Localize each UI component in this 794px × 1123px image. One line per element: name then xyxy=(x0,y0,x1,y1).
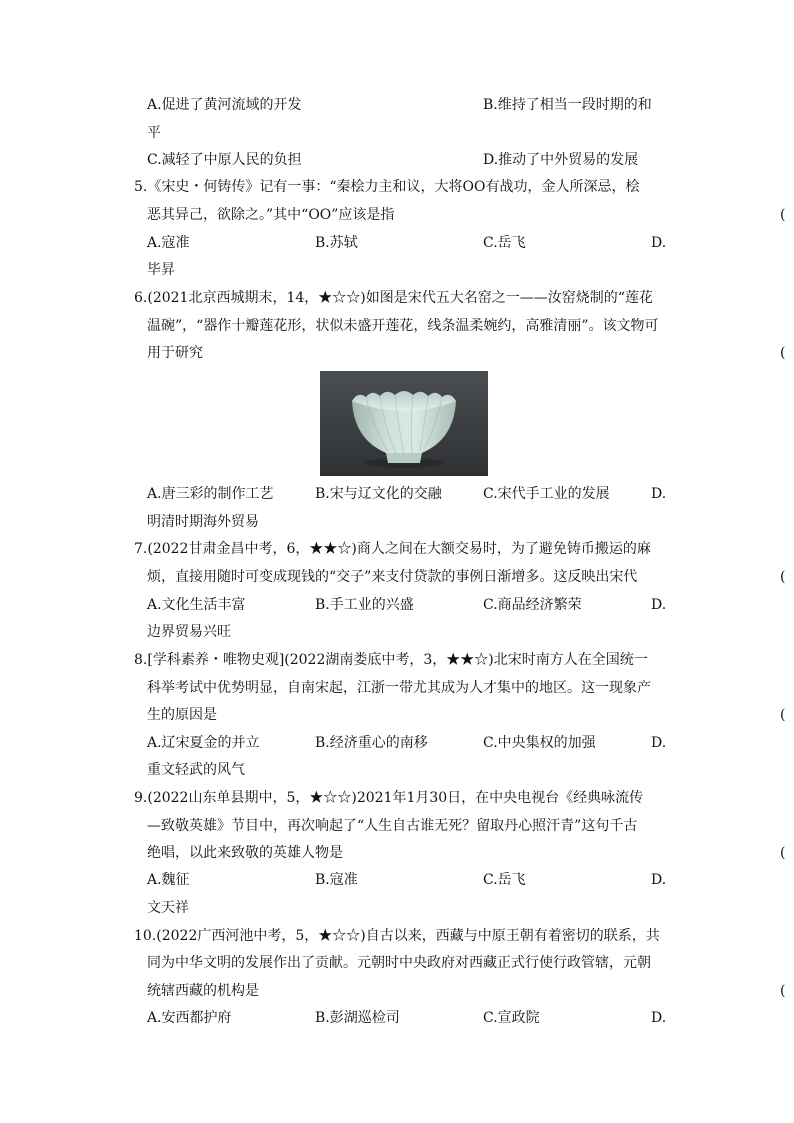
q6-option-d-cont: 明清时期海外贸易 xyxy=(147,514,259,530)
q4-option-b: B.维持了相当一段时期的和 xyxy=(483,97,652,113)
q9-option-b: B.寇准 xyxy=(315,872,358,888)
q10-answer-paren: ( xyxy=(780,983,786,999)
q7-answer-paren: ( xyxy=(780,569,786,585)
lotus-bowl-photo xyxy=(320,371,488,476)
q7-option-d-cont: 边界贸易兴旺 xyxy=(147,624,231,640)
q9-option-a: A.魏征 xyxy=(147,872,190,888)
q4-option-d: D.推动了中外贸易的发展 xyxy=(483,152,639,168)
q8-option-a: A.辽宋夏金的并立 xyxy=(147,735,260,751)
q8-option-d: D. xyxy=(651,735,667,751)
q9-stem-line1: 9.(2022山东单县期中，5，★☆☆)2021年1月30日，在中央电视台《经典咏流传 xyxy=(134,790,644,806)
q9-option-d: D. xyxy=(651,872,667,888)
q7-option-c: C.商品经济繁荣 xyxy=(483,597,582,613)
q7-stem-line1: 7.(2022甘肃金昌中考，6，★★☆)商人之间在大额交易时，为了避免铸币搬运的麻 xyxy=(134,541,651,557)
q4-option-a: A.促进了黄河流域的开发 xyxy=(147,97,302,113)
q5-option-a: A.寇准 xyxy=(147,235,190,251)
q6-option-b: B.宋与辽文化的交融 xyxy=(315,486,442,502)
q5-answer-paren: ( xyxy=(780,207,786,223)
q7-stem-line2: 烦，直接用随时可变成现钱的“交子”来支付贷款的事例日渐增多。这反映出宋代 xyxy=(147,569,638,585)
q10-option-b: B.彭湖巡检司 xyxy=(315,1010,400,1026)
q8-stem-line2: 科举考试中优势明显，自南宋起，江浙一带尤其成为人才集中的地区。这一现象产 xyxy=(147,680,651,696)
q8-option-c: C.中央集权的加强 xyxy=(483,735,596,751)
q5-option-d: D. xyxy=(651,235,667,251)
q8-option-d-cont: 重文轻武的风气 xyxy=(147,762,245,778)
q6-stem-line1: 6.(2021北京西城期末，14，★☆☆)如图是宋代五大名窑之一——汝窑烧制的“莲花 xyxy=(134,290,653,306)
q9-answer-paren: ( xyxy=(780,845,786,861)
q10-option-d: D. xyxy=(651,1010,667,1026)
q4-option-c: C.减轻了中原人民的负担 xyxy=(147,152,302,168)
q7-option-a: A.文化生活丰富 xyxy=(147,597,246,613)
q5-stem-line1: 5.《宋史・何铸传》记有一事：“秦桧力主和议，大将OO有战功，金人所深忌，桧 xyxy=(134,179,640,195)
q5-option-d-cont: 毕昇 xyxy=(147,262,175,278)
q9-option-d-cont: 文天祥 xyxy=(147,900,189,916)
q5-option-c: C.岳飞 xyxy=(483,235,526,251)
q6-stem-line3: 用于研究 xyxy=(147,345,203,361)
q7-option-b: B.手工业的兴盛 xyxy=(315,597,414,613)
q5-stem-line2: 恶其异己，欲除之。”其中“OO”应该是指 xyxy=(147,207,395,223)
q8-answer-paren: ( xyxy=(780,707,786,723)
q8-stem-line3: 生的原因是 xyxy=(147,707,217,723)
q10-stem-line3: 统辖西藏的机构是 xyxy=(147,983,259,999)
q6-stem-line2: 温碗”，“器作十瓣莲花形，状似未盛开莲花，线条温柔婉约，高雅清丽”。该文物可 xyxy=(147,318,659,334)
q5-option-b: B.苏轼 xyxy=(315,235,358,251)
q6-answer-paren: ( xyxy=(780,345,786,361)
q10-stem-line1: 10.(2022广西河池中考，5，★☆☆)自古以来，西藏与中原王朝有着密切的联系，共 xyxy=(134,928,660,944)
q6-option-a: A.唐三彩的制作工艺 xyxy=(147,486,274,502)
q9-stem-line3: 绝唱，以此来致敬的英雄人物是 xyxy=(147,845,343,861)
q9-option-c: C.岳飞 xyxy=(483,872,526,888)
q6-option-c: C.宋代手工业的发展 xyxy=(483,486,610,502)
q7-option-d: D. xyxy=(651,597,667,613)
q9-stem-line2: —致敬英雄》节目中，再次响起了“人生自古谁无死？留取丹心照汗青”这句千古 xyxy=(147,818,638,834)
q10-option-c: C.宣政院 xyxy=(483,1010,540,1026)
q8-stem-line1: 8.[学科素养・唯物史观](2022湖南娄底中考，3，★★☆)北宋时南方人在全国统一 xyxy=(134,652,648,668)
q6-option-d: D. xyxy=(651,486,667,502)
q10-stem-line2: 同为中华文明的发展作出了贡献。元朝时中央政府对西藏正式行使行政管辖，元朝 xyxy=(147,955,651,971)
q10-option-a: A.安西都护府 xyxy=(147,1010,232,1026)
q8-option-b: B.经济重心的南移 xyxy=(315,735,428,751)
q4-option-b-cont: 平 xyxy=(147,125,161,141)
